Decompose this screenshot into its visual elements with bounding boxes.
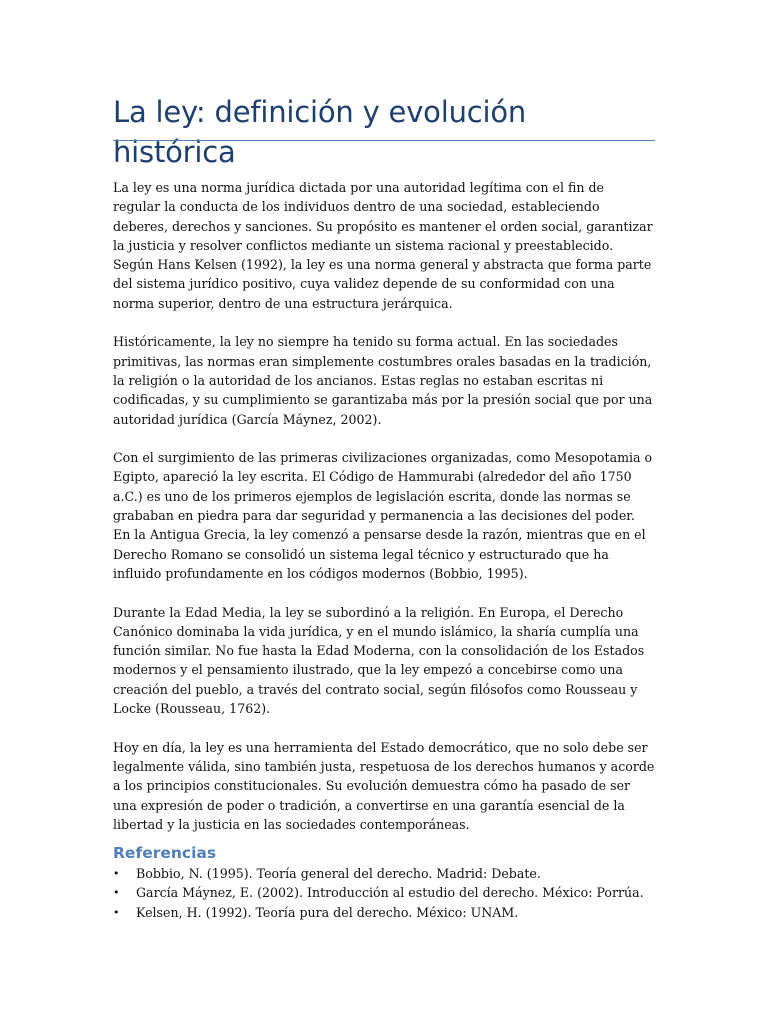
reference-text: Kelsen, H. (1992). Teoría pura del derecho. México: UNAM.: [136, 904, 519, 920]
reference-text: García Máynez, E. (2002). Introducción al estudio del derecho. México: Porrúa.: [136, 885, 644, 901]
title-underline: [113, 140, 655, 141]
paragraph-primitive-societies: Históricamente, la ley no siempre ha tenido su forma actual. En las sociedades primitivas, las normas eran simplemente costumbres orales basadas en la tradición, la religión o la autoridad de los ancianos. Estas reglas no estaban escritas ni codificadas, y su cumplimiento se garantizaba más por la presión social que por una autoridad jurídica (García Máynez, 2002).: [113, 334, 653, 427]
reference-item: [113, 883, 655, 902]
paragraph-written-law: Con el surgimiento de las primeras civilizaciones organizadas, como Mesopotamia o Egipto, apareció la ley escrita. El Código de Hammurabi (alrededor del año 1750 a.C.) es uno de los primeros ejemplos de legislación escrita, donde las normas se grababan en piedra para dar seguridad y permanencia a las decisiones del poder. En la Antigua Grecia, la ley comenzó a pensarse desde la razón, mientras que en el Derecho Romano se consolidó un sistema legal técnico y estructurado que ha influido profundamente en los códigos modernos (Bobbio, 1995).: [113, 450, 653, 581]
document-title: La ley: definición y evolución histórica: [113, 95, 527, 169]
references-heading: Referencias: [113, 844, 217, 862]
reference-item: [113, 864, 655, 883]
paragraph-today: Hoy en día, la ley es una herramienta del Estado democrático, que no solo debe ser legalmente válida, sino también justa, respetuosa de los derechos humanos y acorde a los principios constitucionales. Su evolución demuestra cómo ha pasado de ser una expresión de poder o tradición, a convertirse en una garantía esencial de la libertad y la justicia en las sociedades contemporáneas.: [113, 739, 655, 832]
document-body: [113, 178, 655, 853]
paragraph-middle-ages: Durante la Edad Media, la ley se subordinó a la religión. En Europa, el Derecho Canónico dominaba la vida jurídica, y en el mundo islámico, la sharía cumplía una función similar. No fue hasta la Edad Moderna, con la consolidación de los Estados modernos y el pensamiento ilustrado, que la ley empezó a concebirse como una creación del pueblo, a través del contrato social, según filósofos como Rousseau y Locke (Rousseau, 1762).: [113, 604, 645, 717]
reference-text: Bobbio, N. (1995). Teoría general del derecho. Madrid: Debate.: [136, 866, 541, 881]
bullet-icon: •: [113, 886, 120, 900]
bullet-icon: •: [113, 867, 120, 880]
bullet-icon: •: [113, 905, 120, 919]
references-list: [113, 864, 655, 922]
reference-item: [113, 903, 655, 922]
paragraph-definition: La ley es una norma jurídica dictada por una autoridad legítima con el fin de regular la conducta de los individuos dentro de una sociedad, estableciendo deberes, derechos y sanciones. Su propósito es mantener el orden social, garantizar la justicia y resolver conflictos mediante un sistema racional y preestablecido. Según Hans Kelsen (1992), la ley es una norma general y abstracta que forma parte del sistema jurídico positivo, cuya validez depende de su conformidad con una norma superior, dentro de una estructura jerárquica.: [113, 180, 653, 311]
